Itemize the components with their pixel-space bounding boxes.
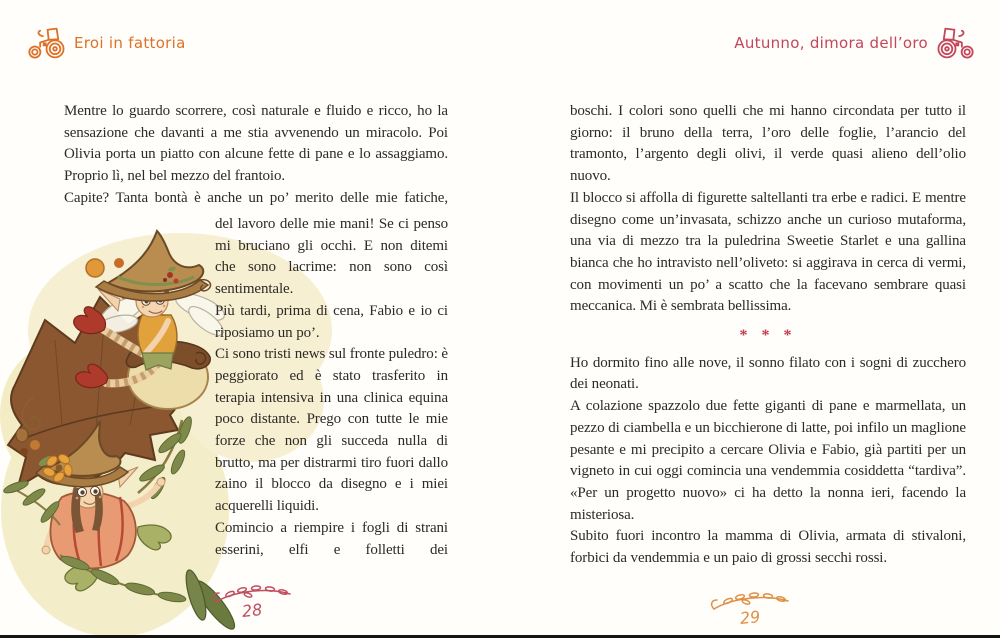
section-separator: * * * (739, 327, 797, 345)
paragraph: Subito fuori incontro la mamma di Olivia, armata di stivaloni, forbici da vendemmia e un paio di grossi secchi rossi. (570, 528, 966, 567)
left-page-text-top (64, 101, 448, 210)
paragraph: Ho dormito fino alle nove, il sonno filato con i sogni di zucchero dei neonati. (570, 354, 966, 393)
tractor-icon (26, 26, 66, 60)
tractor-icon (936, 26, 976, 60)
header-left-label: Eroi in fattoria (74, 34, 186, 52)
paragraph: Ci sono tristi news sul fronte puledro: è peggiorato ed è stato trasferito in terapia intensiva in una clinica equina poco distante. Prego con tutte le mie forze che non gli succeda nulla di brutto, ma per distrarmi tiro fuori dallo zaino il blocco da disegno e i miei acquerelli liquidi. (215, 346, 448, 515)
header-right-label: Autunno, dimora dell’oro (734, 34, 928, 52)
page-number-label: 28 (240, 599, 264, 622)
header-left (26, 26, 186, 60)
paragraph: A colazione spazzolo due fette giganti di pane e marmellata, un pezzo di ciambella e un bicchierone di latte, poi infilo un maglione pesante e mi precipito a cercare Olivia e Fabio, già partiti per un vigneto in cui oggi comincia una vendemmia cosiddetta “tardiva”. «Per un progetto nuovo» ci ha detto la nonna ieri, facendo la misteriosa. (570, 398, 966, 523)
paragraph: Il blocco si affolla di figurette saltellanti tra erbe e radici. E mentre disegno come un’invasata, schizzo anche un curioso mutaforma, una via di mezzo tra la puledrina Sweetie Starlet e una gallina bianca che ho intravisto nell’oliveto: si aggirava in cerca di vermi, con movimenti un po’ a scatto che la facevano sembrare quasi meccanica. Mi è sembrata bellissima. (570, 189, 966, 315)
paragraph: Capite? Tanta bontà è anche un po’ merito delle mie fatiche, (64, 189, 448, 206)
right-page-text (570, 101, 966, 570)
paragraph: boschi. I colori sono quelli che mi hanno circondata per tutto il giorno: il bruno della terra, l’oro delle foglie, l’arancio del tramonto, l’argento degli olivi, il verde quasi alieno dell’olio nuovo. (570, 103, 966, 185)
page-number-left (206, 582, 298, 620)
paragraph: Comincio a riempire i fogli di strani esserini, elfi e folletti dei (215, 519, 448, 558)
paragraph: Mentre lo guardo scorrere, così naturale e fluido e ricco, ho la sensazione che davanti a me stia avvenendo un miracolo. Poi Olivia porta un piatto con alcune fette di pane e lo assaggiamo. Proprio lì, nel bel mezzo del frantoio. (64, 103, 448, 185)
left-page-text-wrapped (215, 214, 448, 561)
page-number-label: 29 (738, 606, 762, 629)
page-number-right (704, 589, 796, 627)
paragraph: Più tardi, prima di cena, Fabio e io ci riposiamo un po’. (215, 302, 448, 341)
header-right (734, 26, 976, 60)
paragraph: del lavoro delle mie mani! Se ci penso mi bruciano gli occhi. E non ditemi che sono lacrime: non sono così sentimentale. (215, 216, 448, 298)
